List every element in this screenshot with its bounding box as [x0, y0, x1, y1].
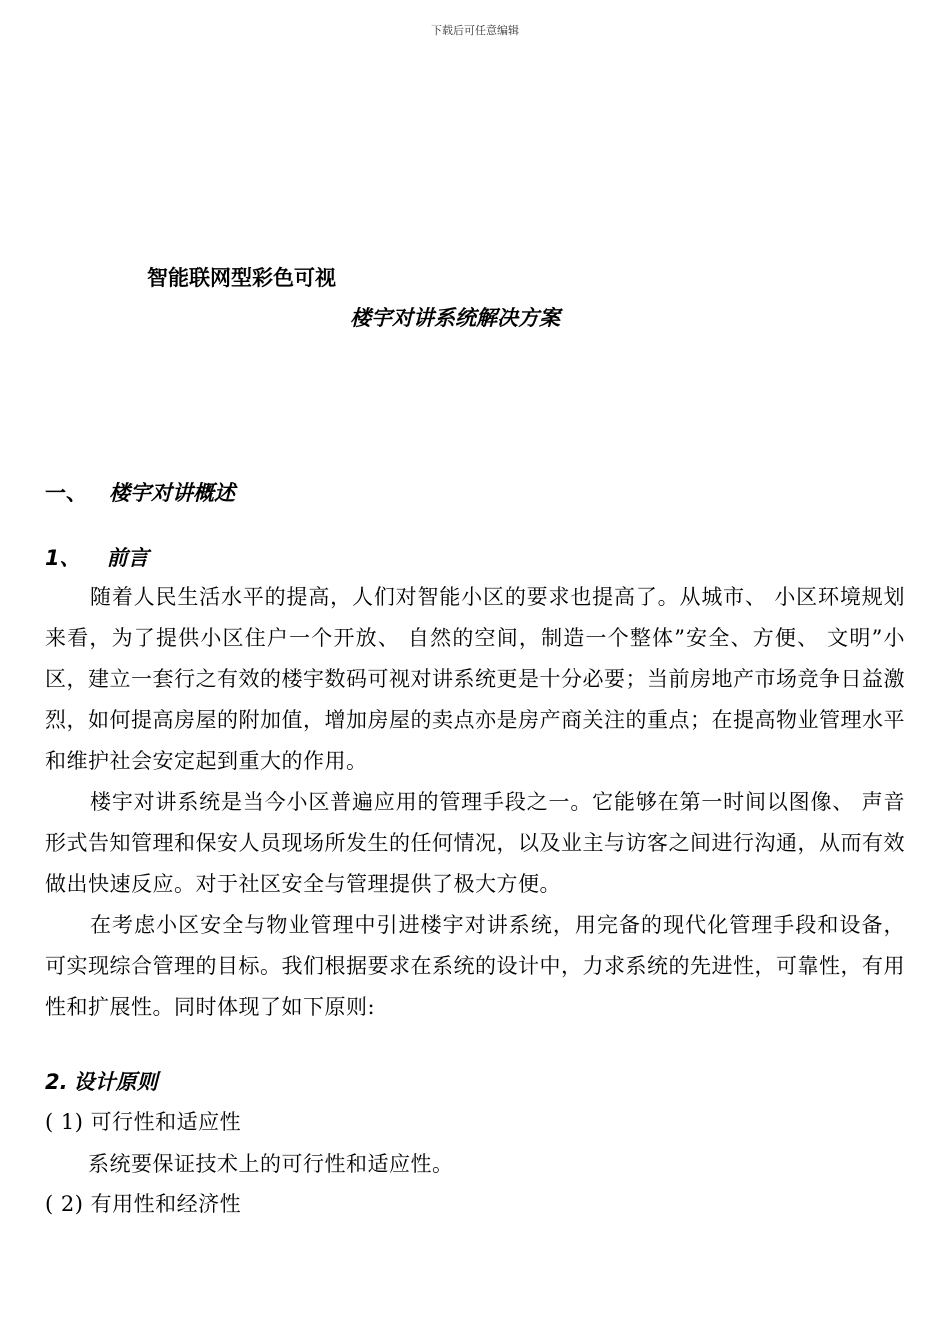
subsection-heading-design-principles	[45, 1066, 158, 1096]
paragraph: 楼宇对讲系统是当今小区普遍应用的管理手段之一。它能够在第一时间以图像、 声音形式告知管理和保安人员现场所发生的任何情况，以及业主与访客之间进行沟通，从而有效做出快速反应。对于社区安全与管理提供了极大方便。	[45, 790, 905, 896]
subsection-heading-preface	[45, 542, 149, 572]
paragraph: 在考虑小区安全与物业管理中引进楼宇对讲系统，用完备的现代化管理手段和设备，可实现综合管理的目标。我们根据要求在系统的设计中，力求系统的先进性，可靠性，有用性和扩展性。同时体现了如下原则:	[45, 913, 905, 1019]
principle-description: 系统要保证技术上的可行性和适应性。	[88, 1152, 454, 1176]
subsection-number: 1、	[45, 546, 81, 570]
section-heading	[45, 477, 235, 507]
subsection-title: 设计原则	[73, 1070, 158, 1094]
paragraph: 随着人民生活水平的提高，人们对智能小区的要求也提高了。从城市、 小区环境规划来看，为了提供小区住户一个开放、 自然的空间，制造一个整体”安全、方便、 文明”小区，建立一套行之有效的楼宇数码可视对讲系统更是十分必要；当前房地产市场竞争日益激烈，如何提高房屋的附加值，增加房屋的卖点亦是房产商关注的重点；在提高物业管理水平和维护社会安定起到重大的作用。	[45, 585, 905, 773]
page-header-note: 下载后可任意编辑	[431, 24, 519, 37]
document-title-line2: 楼宇对讲系统解决方案	[350, 306, 560, 330]
principle-item: ( 2) 有用性和经济性	[45, 1192, 242, 1216]
section-number: 一、	[45, 481, 87, 505]
subsection-number: 2.	[45, 1070, 68, 1094]
subsection-title: 前言	[106, 546, 149, 570]
principle-item: ( 1) 可行性和适应性	[45, 1110, 242, 1134]
document-title-line1: 智能联网型彩色可视	[147, 266, 336, 290]
section-title: 楼宇对讲概述	[109, 481, 235, 505]
